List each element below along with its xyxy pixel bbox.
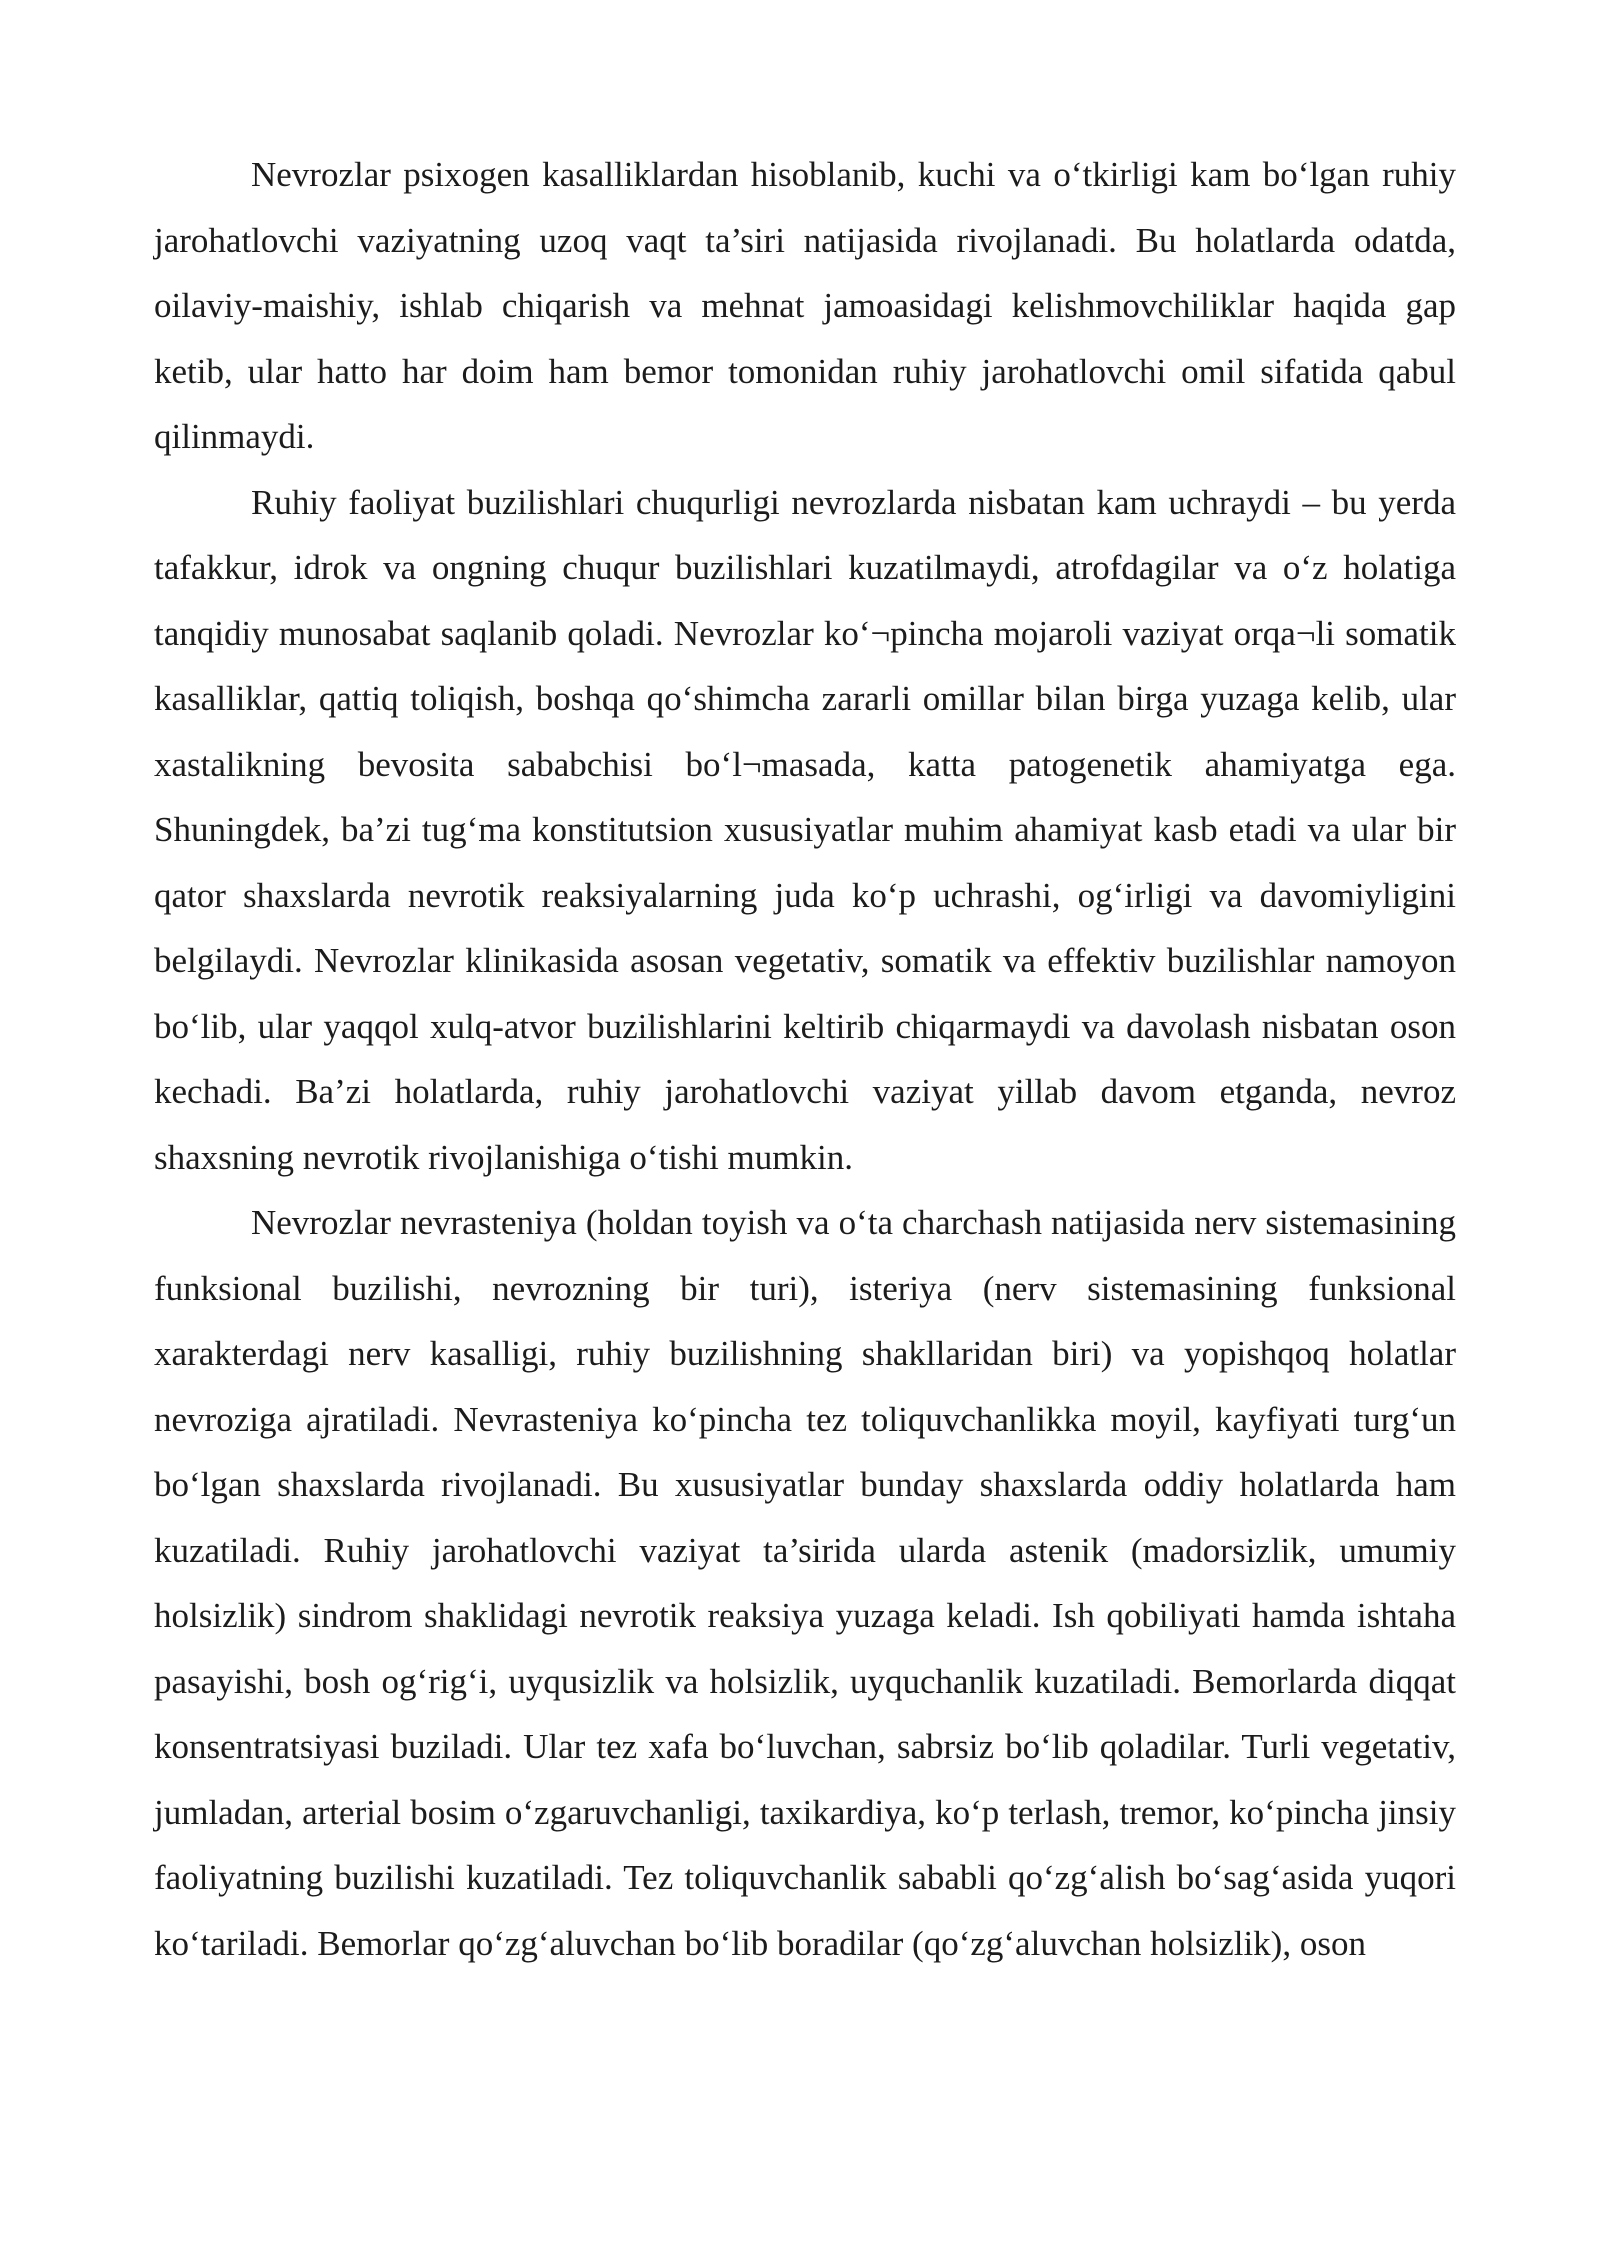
paragraph-2: Ruhiy faoliyat buzilishlari chuqurligi nevrozlarda nisbatan kam uchraydi – bu yerda tafakkur, idrok va ongning chuqur buzilishlari kuzatilmaydi, atrofdagilar va o‘z holatiga tanqidiy munosabat saqlanib qoladi. Nevrozlar ko‘¬pincha mojaroli vaziyat orqa¬li somatik kasalliklar, qattiq toliqish, boshqa qo‘shimcha zararli omillar bilan birga yuzaga kelib, ular xastalikning bevosita sababchisi bo‘l¬masada, katta patogenetik ahamiyatga ega. Shuningdek, ba’zi tug‘ma konstitutsion xususiyatlar muhim ahamiyat kasb etadi va ular bir qator shaxslarda nevrotik reaksiyalarning juda ko‘p uchrashi, og‘irligi va davomiyligini belgilaydi. Nevrozlar klinikasida asosan vegetativ, somatik va effektiv buzilishlar namoyon bo‘lib, ular yaqqol xulq-atvor buzilishlarini keltirib chiqarmaydi va davolash nisbatan oson kechadi. Ba’zi holatlarda, ruhiy jarohatlovchi vaziyat yillab davom etganda, nevroz shaxsning nevrotik rivojlanishiga o‘tishi mumkin.: [154, 482, 1456, 1177]
paragraph-3: Nevrozlar nevrasteniya (holdan toyish va o‘ta charchash natijasida nerv sistemasining funksional buzilishi, nevrozning bir turi), isteriya (nerv sistemasining funksional xarakterdagi nerv kasalligi, ruhiy buzilishning shakllaridan biri) va yopishqoq holatlar nevroziga ajratiladi. Nevrasteniya ko‘pincha tez toliquvchanlikka moyil, kayfiyati turg‘un bo‘lgan shaxslarda rivojlanadi. Bu xususiyatlar bunday shaxslarda oddiy holatlarda ham kuzatiladi. Ruhiy jarohatlovchi vaziyat ta’sirida ularda astenik (madorsizlik, umumiy holsizlik) sindrom shaklidagi nevrotik reaksiya yuzaga keladi. Ish qobiliyati hamda ishtaha pasayishi, bosh og‘rig‘i, uyqusizlik va holsizlik, uyquchanlik kuzatiladi. Bemorlarda diqqat konsentratsiyasi buziladi. Ular tez xafa bo‘luvchan, sabrsiz bo‘lib qoladilar. Turli vegetativ, jumladan, arterial bosim o‘zgaruvchanligi, taxikardiya, ko‘p terlash, tremor, ko‘pincha jinsiy faoliyatning buzilishi kuzatiladi. Tez toliquvchanlik sababli qo‘zg‘alish bo‘sag‘asida yuqori ko‘tariladi. Bemorlar qo‘zg‘aluvchan bo‘lib boradilar (qo‘zg‘aluvchan holsizlik), oson: [154, 1203, 1456, 1963]
document-page: [154, 142, 1456, 1976]
paragraph-1: Nevrozlar psixogen kasalliklardan hisoblanib, kuchi va o‘tkirligi kam bo‘lgan ruhiy jarohatlovchi vaziyatning uzoq vaqt ta’siri natijasida rivojlanadi. Bu holatlarda odatda, oilaviy-maishiy, ishlab chiqarish va mehnat jamoasidagi kelishmovchiliklar haqida gap ketib, ular hatto har doim ham bemor tomonidan ruhiy jarohatlovchi omil sifatida qabul qilinmaydi.: [154, 155, 1456, 456]
